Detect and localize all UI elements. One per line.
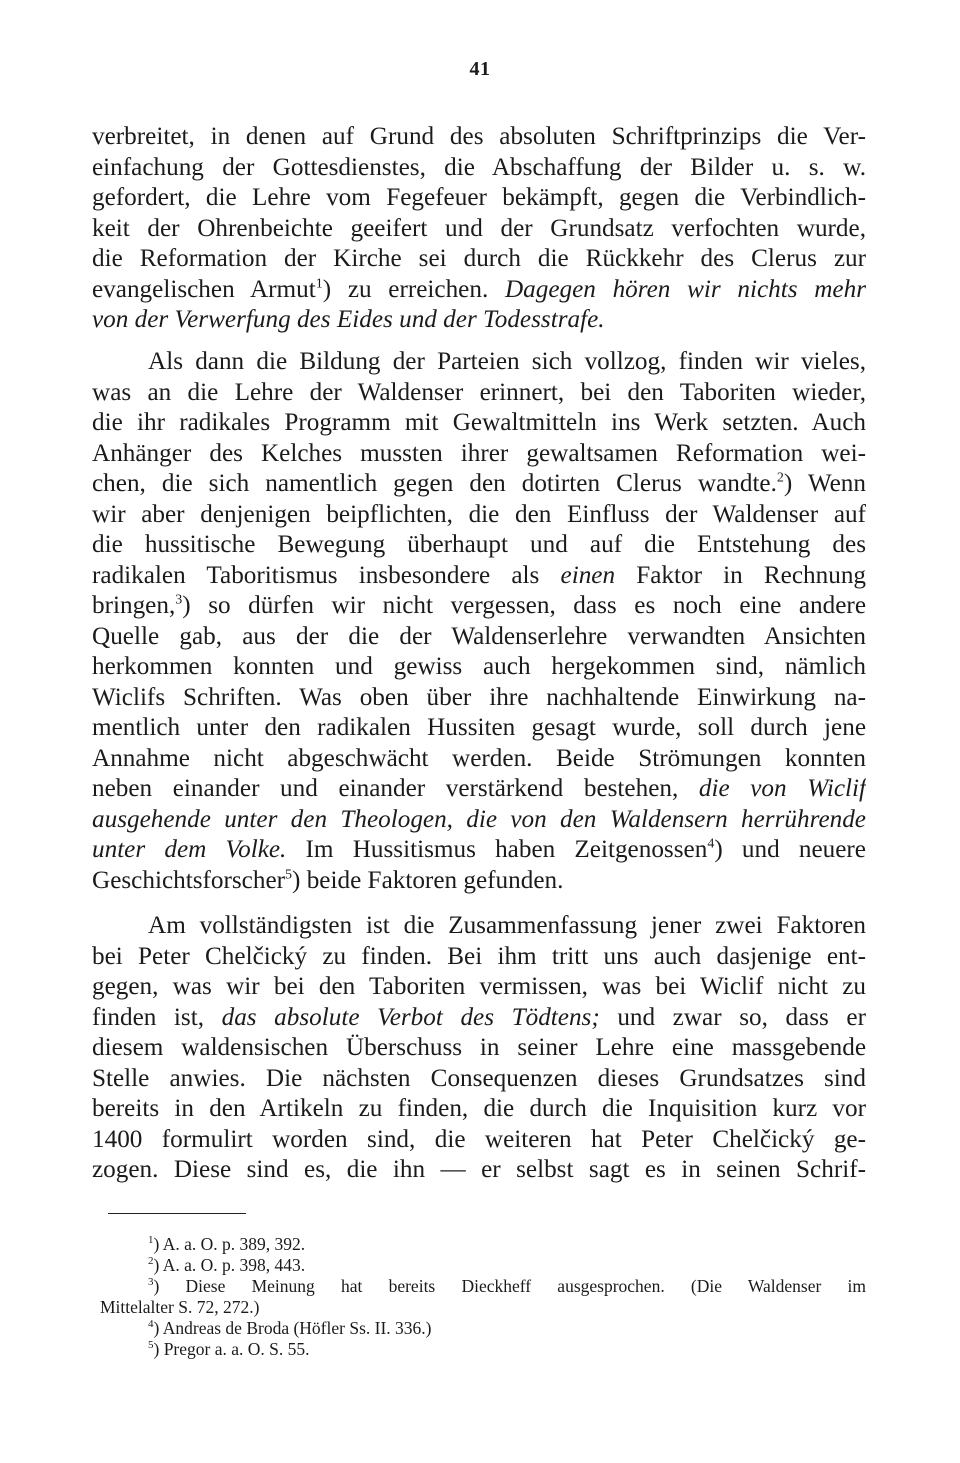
text-segment: und zwar so, dass er (599, 1003, 866, 1031)
text-line (92, 214, 866, 245)
text-line (92, 244, 866, 275)
text-line (92, 1094, 866, 1125)
text-segment: Faktor in Rechnung (615, 561, 866, 589)
text-line (92, 500, 866, 531)
text-line (92, 835, 866, 866)
text-segment: Quelle gab, aus der die der Waldenserlehre verwandten Ansichten (92, 622, 866, 650)
italic-text: Dagegen hören wir nichts mehr (504, 275, 866, 303)
text-segment: ) so dürfen wir nicht vergessen, dass es noch eine andere (182, 592, 866, 619)
text-segment: diesem waldensischen Überschuss in seiner Lehre eine massgebende (92, 1034, 866, 1061)
text-line (92, 305, 866, 336)
text-segment: die Reformation der Kirche sei durch die Rückkehr des Clerus zur (92, 245, 866, 272)
text-segment: radikalen Taboritismus insbesondere als (92, 561, 561, 589)
footnote-marker: 5 (285, 867, 293, 883)
footnote (100, 1276, 866, 1297)
text-segment: chen, die sich namentlich gegen den dotirten Clerus wandte. (92, 470, 777, 497)
footnote-text: ) Pregor a. a. O. S. 55. (153, 1339, 310, 1359)
text-line (92, 911, 866, 942)
text-segment: verbreitet, in denen auf Grund des absoluten Schriftprinzips die Ver- (92, 123, 866, 150)
text-line (92, 744, 866, 775)
text-line (92, 591, 866, 622)
text-segment: ) zu erreichen. (322, 275, 505, 303)
text-line (92, 439, 866, 470)
text-line (92, 774, 866, 805)
text-segment: Geschichtsforscher (92, 866, 286, 894)
text-line (92, 408, 866, 439)
text-segment: Als dann die Bildung der Parteien sich vollzog, finden wir vieles, (148, 348, 866, 375)
italic-text: ausgehende unter den Theologen, die von den Waldensern herrührende (92, 805, 866, 833)
footnote-marker: 4 (707, 836, 715, 852)
text-segment: bei Peter Chelčický zu finden. Bei ihm tritt uns auch dasjenige ent- (92, 942, 866, 970)
italic-text: einen (560, 561, 616, 589)
text-segment: neben einander und einander verstärkend bestehen, (92, 775, 699, 802)
italic-text: das absolute Verbot des Tödtens; (221, 1003, 600, 1031)
footnote (100, 1297, 866, 1318)
paragraph-1 (92, 122, 866, 336)
text-line (92, 153, 866, 184)
text-segment: keit der Ohrenbeichte geeifert und der Grundsatz verfochten wurde, (92, 214, 866, 242)
text-line (92, 469, 866, 500)
text-segment: wir aber denjenigen beipflichten, die den Einfluss der Waldenser auf (92, 500, 866, 528)
text-segment: ) Wenn (783, 470, 866, 497)
text-segment: gefordert, die Lehre vom Fegefeuer bekämpft, gegen die Verbindlich- (92, 184, 866, 211)
text-line (92, 622, 866, 653)
italic-text: unter dem Volke. (92, 836, 287, 863)
text-line (92, 183, 866, 214)
text-segment: herkommen konnten und gewiss auch hergekommen sind, nämlich (92, 653, 866, 680)
text-segment: zogen. Diese sind es, die ihn — er selbst sagt es in seinen Schrif- (92, 1156, 866, 1183)
footnote (100, 1339, 866, 1360)
text-segment: mentlich unter den radikalen Hussiten gesagt wurde, soll durch jene (92, 714, 866, 741)
text-line (92, 530, 866, 561)
footnote-text: ) Andreas de Broda (Höfler Ss. II. 336.) (153, 1318, 432, 1338)
text-segment: ) beide Faktoren gefunden. (292, 866, 564, 894)
footnote-divider (108, 1213, 246, 1214)
paragraph-2 (92, 347, 866, 896)
italic-text: die von Wiclif (698, 775, 866, 802)
footnote-number: 5 (148, 1339, 154, 1352)
footnotes (100, 1234, 866, 1360)
text-line (92, 1155, 866, 1186)
footnote-marker: 1 (315, 276, 323, 292)
text-segment: einfachung der Gottesdienstes, die Abschaffung der Bilder u. s. w. (92, 153, 866, 181)
text-segment: bringen, (92, 592, 176, 619)
footnote (100, 1234, 866, 1255)
text-line (92, 275, 866, 306)
text-line (92, 347, 866, 378)
footnote (100, 1318, 866, 1339)
text-segment: gegen, was wir bei den Taboriten vermissen, was bei Wiclif nicht zu (92, 973, 866, 1000)
text-line (92, 378, 866, 409)
text-line (92, 561, 866, 592)
text-line (92, 1003, 866, 1034)
text-line (92, 713, 866, 744)
footnote-number: 1 (148, 1234, 154, 1247)
text-segment: die ihr radikales Programm mit Gewaltmitteln ins Werk setzten. Auch (92, 409, 866, 436)
text-segment: Am vollständigsten ist die Zusammenfassung jener zwei Faktoren (148, 912, 866, 939)
text-segment: finden ist, (92, 1003, 222, 1031)
text-line (92, 652, 866, 683)
footnote-number: 3 (148, 1276, 154, 1289)
footnote-text: ) Diese Meinung hat bereits Dieckheff ausgesprochen. (Die Waldenser im (153, 1276, 866, 1296)
text-segment: Im Hussitismus haben Zeitgenossen (286, 836, 708, 863)
text-segment: ) und neuere (714, 836, 866, 863)
footnote-marker: 3 (175, 592, 183, 608)
paragraph-3 (92, 911, 866, 1186)
text-line (92, 122, 866, 153)
text-segment: Wiclifs Schriften. Was oben über ihre nachhaltende Einwirkung na- (92, 683, 866, 711)
text-segment: bereits in den Artikeln zu finden, die durch die Inquisition kurz vor (92, 1095, 866, 1122)
footnote (100, 1255, 866, 1276)
footnote-text: ) A. a. O. p. 389, 392. (153, 1234, 306, 1254)
text-segment: Annahme nicht abgeschwächt werden. Beide Strömungen konnten (92, 744, 866, 772)
italic-text: von der Verwerfung des Eides und der Todesstrafe. (92, 306, 605, 333)
text-line (92, 942, 866, 973)
text-line (92, 1125, 866, 1156)
text-segment: Stelle anwies. Die nächsten Consequenzen dieses Grundsatzes sind (92, 1064, 866, 1092)
text-line (92, 1033, 866, 1064)
text-line (92, 972, 866, 1003)
footnote-number: 4 (148, 1318, 154, 1331)
footnote-text: Mittelalter S. 72, 272.) (100, 1297, 260, 1317)
footnote-marker: 2 (776, 470, 784, 486)
footnote-text: ) A. a. O. p. 398, 443. (153, 1255, 306, 1275)
text-line (92, 683, 866, 714)
text-segment: was an die Lehre der Waldenser erinnert, bei den Taboriten wieder, (92, 378, 866, 406)
text-segment: evangelischen Armut (92, 275, 316, 303)
footnote-number: 2 (148, 1255, 154, 1268)
text-line (92, 805, 866, 836)
text-line (92, 866, 866, 897)
text-segment: die hussitische Bewegung überhaupt und auf die Entstehung des (92, 531, 866, 558)
page-number: 41 (469, 58, 491, 80)
text-line (92, 1064, 866, 1095)
text-segment: 1400 formulirt worden sind, die weiteren hat Peter Chelčický ge- (92, 1125, 866, 1153)
text-segment: Anhänger des Kelches mussten ihrer gewaltsamen Reformation wei- (92, 439, 866, 467)
